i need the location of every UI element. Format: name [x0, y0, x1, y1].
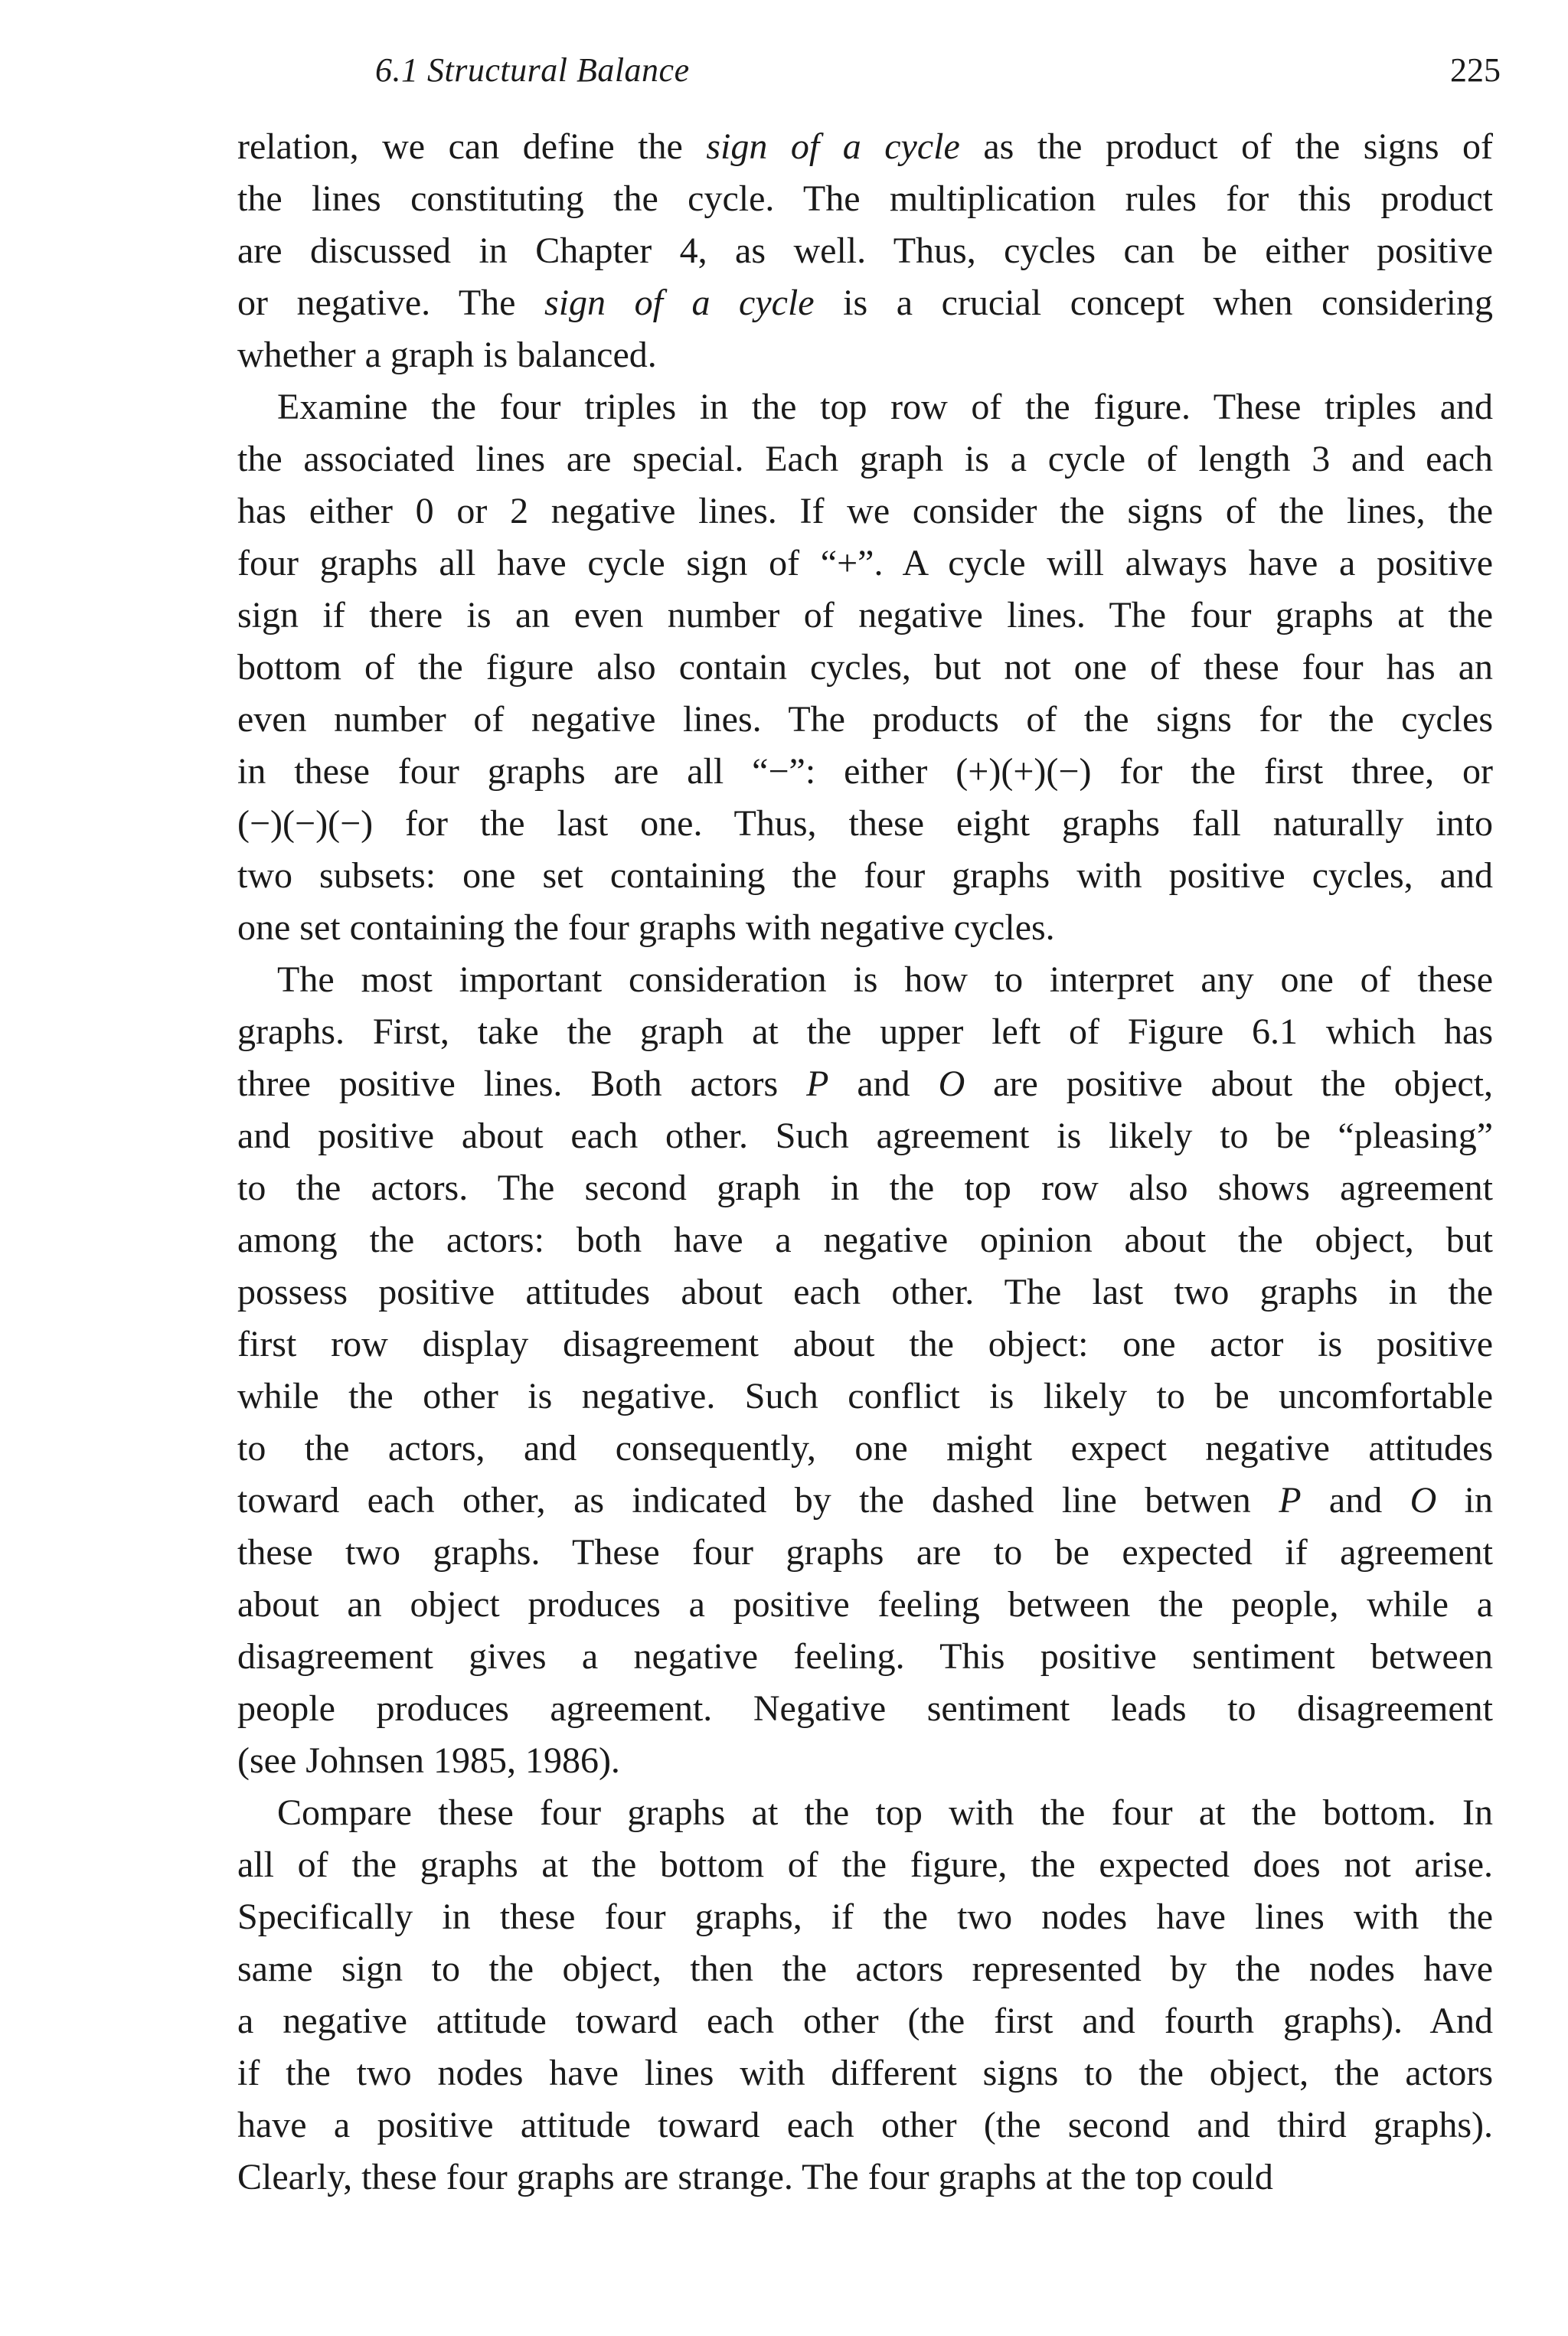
- paragraph: [237, 381, 1493, 954]
- text-line: people produces agreement. Negative sentiment leads to disagreement: [237, 1688, 1493, 1729]
- text-line: two subsets: one set containing the four graphs with positive cycles, and: [237, 855, 1493, 896]
- text-line: three positive lines. Both actors P and O are positive about the object,: [237, 1063, 1493, 1104]
- text-line: a negative attitude toward each other (the first and fourth graphs). And: [237, 2001, 1493, 2041]
- running-header: [375, 47, 1501, 93]
- text-line: relation, we can define the sign of a cycle as the product of the signs of: [237, 126, 1493, 167]
- paragraph: [237, 1787, 1493, 2204]
- text-line: about an object produces a positive feeling between the people, while a: [237, 1584, 1493, 1625]
- paragraph: [237, 121, 1493, 381]
- text-line: first row display disagreement about the object: one actor is positive: [237, 1324, 1493, 1364]
- text-line: (see Johnsen 1985, 1986).: [237, 1740, 620, 1781]
- text-line: The most important consideration is how to interpret any one of these: [277, 959, 1493, 1000]
- text-line: the associated lines are special. Each graph is a cycle of length 3 and each: [237, 439, 1493, 479]
- text-line: in these four graphs are all “−”: either (+)(+)(−) for the first three, or: [237, 751, 1493, 792]
- text-line: to the actors, and consequently, one might expect negative attitudes: [237, 1428, 1493, 1469]
- text-line: to the actors. The second graph in the top row also shows agreement: [237, 1168, 1493, 1208]
- text-line: Examine the four triples in the top row of the figure. These triples and: [277, 387, 1493, 427]
- text-line: (−)(−)(−) for the last one. Thus, these eight graphs fall naturally into: [237, 803, 1493, 844]
- text-line: and positive about each other. Such agreement is likely to be “pleasing”: [237, 1116, 1493, 1156]
- text-line: if the two nodes have lines with different signs to the object, the actors: [237, 2053, 1493, 2093]
- text-line: Specifically in these four graphs, if the two nodes have lines with the: [237, 1897, 1493, 1937]
- text-line: among the actors: both have a negative opinion about the object, but: [237, 1220, 1493, 1260]
- text-line: the lines constituting the cycle. The multiplication rules for this product: [237, 178, 1493, 219]
- body-text: [237, 121, 1493, 2204]
- text-line: possess positive attitudes about each other. The last two graphs in the: [237, 1272, 1493, 1312]
- text-line: four graphs all have cycle sign of “+”. A cycle will always have a positive: [237, 543, 1493, 583]
- text-line: sign if there is an even number of negative lines. The four graphs at the: [237, 595, 1493, 635]
- text-line: Compare these four graphs at the top with the four at the bottom. In: [277, 1792, 1493, 1833]
- text-line: are discussed in Chapter 4, as well. Thus, cycles can be either positive: [237, 230, 1493, 271]
- text-line: or negative. The sign of a cycle is a crucial concept when considering: [237, 283, 1493, 323]
- text-line: all of the graphs at the bottom of the figure, the expected does not arise.: [237, 1844, 1493, 1885]
- text-line: toward each other, as indicated by the dashed line betwen P and O in: [237, 1480, 1493, 1521]
- text-line: while the other is negative. Such conflict is likely to be uncomfortable: [237, 1376, 1493, 1416]
- text-line: same sign to the object, then the actors represented by the nodes have: [237, 1949, 1493, 1989]
- text-line: have a positive attitude toward each other (the second and third graphs).: [237, 2105, 1493, 2145]
- text-line: even number of negative lines. The products of the signs for the cycles: [237, 699, 1493, 740]
- text-line: bottom of the figure also contain cycles, but not one of these four has an: [237, 647, 1493, 688]
- text-line: has either 0 or 2 negative lines. If we consider the signs of the lines, the: [237, 491, 1493, 531]
- text-line: whether a graph is balanced.: [237, 335, 657, 375]
- text-line: these two graphs. These four graphs are to be expected if agreement: [237, 1532, 1493, 1573]
- text-line: Clearly, these four graphs are strange. The four graphs at the top could: [237, 2157, 1273, 2197]
- page-number: 225: [1450, 51, 1501, 89]
- paragraph: [237, 954, 1493, 1787]
- section-title: 6.1 Structural Balance: [375, 51, 690, 89]
- text-line: disagreement gives a negative feeling. This positive sentiment between: [237, 1636, 1493, 1677]
- text-line: one set containing the four graphs with negative cycles.: [237, 907, 1055, 948]
- text-line: graphs. First, take the graph at the upper left of Figure 6.1 which has: [237, 1011, 1493, 1052]
